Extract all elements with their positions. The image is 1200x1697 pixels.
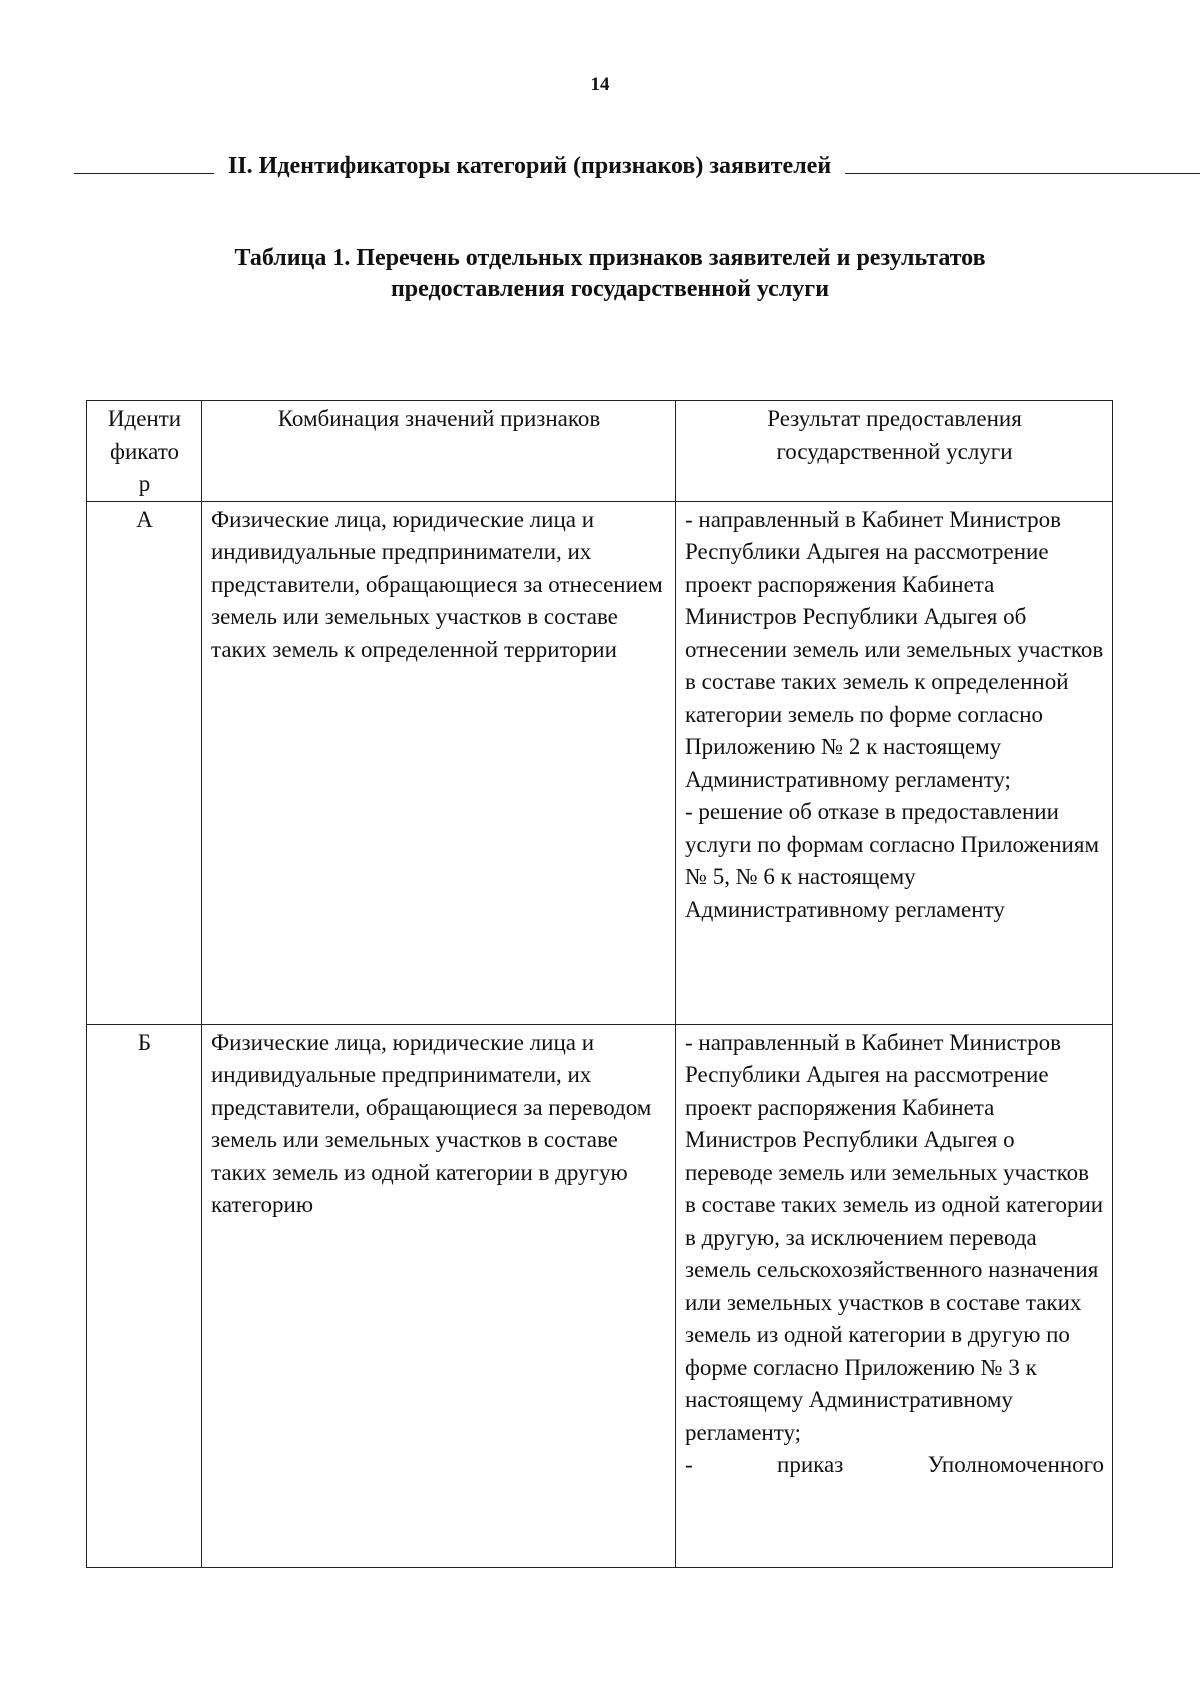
section-heading: II. Идентификаторы категорий (признаков) заявителей: [228, 152, 832, 179]
heading-rule-right: [845, 173, 1200, 174]
table-title-line-1: Таблица 1. Перечень отдельных признаков заявителей и результатов: [234, 245, 986, 271]
row-result: - направленный в Кабинет Министров Республики Адыгея на рассмотрение проект распоряжения Кабинета Министров Республики Адыгея об отнесении земель или земельных участков в составе таких земель к определенной категории земель по форме согласно Приложению № 2 к настоящему Административному регламенту; - решение об отказе в предоставлении услуги по формам согласно Приложениям № 5, № 6 к настоящему Административному регламенту: [676, 501, 1113, 1024]
row-result-continued: - приказ Уполномоченного: [685, 1452, 1104, 1477]
table-header-row: [87, 401, 1113, 502]
row-result: - направленный в Кабинет Министров Республики Адыгея на рассмотрение проект распоряжения Кабинета Министров Республики Адыгея о переводе земель или земельных участков в составе таких земель из одной категории в другую, за исключением перевода земель сельскохозяйственного назначения или земельных участков в составе таких земель из одной категории в другую по форме согласно Приложению № 3 к настоящему Административному регламенту;: [685, 1029, 1104, 1445]
table-row: [87, 1024, 1113, 1567]
row-identifier: А: [87, 501, 202, 1024]
row-result-cell: [676, 1024, 1113, 1567]
row-identifier: Б: [87, 1024, 202, 1567]
header-identifier: Иденти фикато р: [87, 401, 202, 502]
section-heading-line: [74, 150, 1200, 182]
applicant-criteria-table: [86, 400, 1113, 1568]
table-title-line-2: предоставления государственной услуги: [390, 276, 830, 302]
row-combination: Физические лица, юридические лица и индивидуальные предприниматели, их представители, обращающиеся за переводом земель или земельных участков в составе таких земель из одной категории в другую категорию: [202, 1024, 676, 1567]
row-combination: Физические лица, юридические лица и индивидуальные предприниматели, их представители, обращающиеся за отнесением земель или земельных участков в составе таких земель к определенной территории: [202, 501, 676, 1024]
header-result: Результат предоставления государственной услуги: [676, 401, 1113, 502]
page-number: 14: [590, 74, 610, 95]
header-combination: Комбинация значений признаков: [202, 401, 676, 502]
table-row: [87, 501, 1113, 1024]
heading-rule-left: [74, 173, 214, 174]
table-title: [160, 243, 1060, 305]
